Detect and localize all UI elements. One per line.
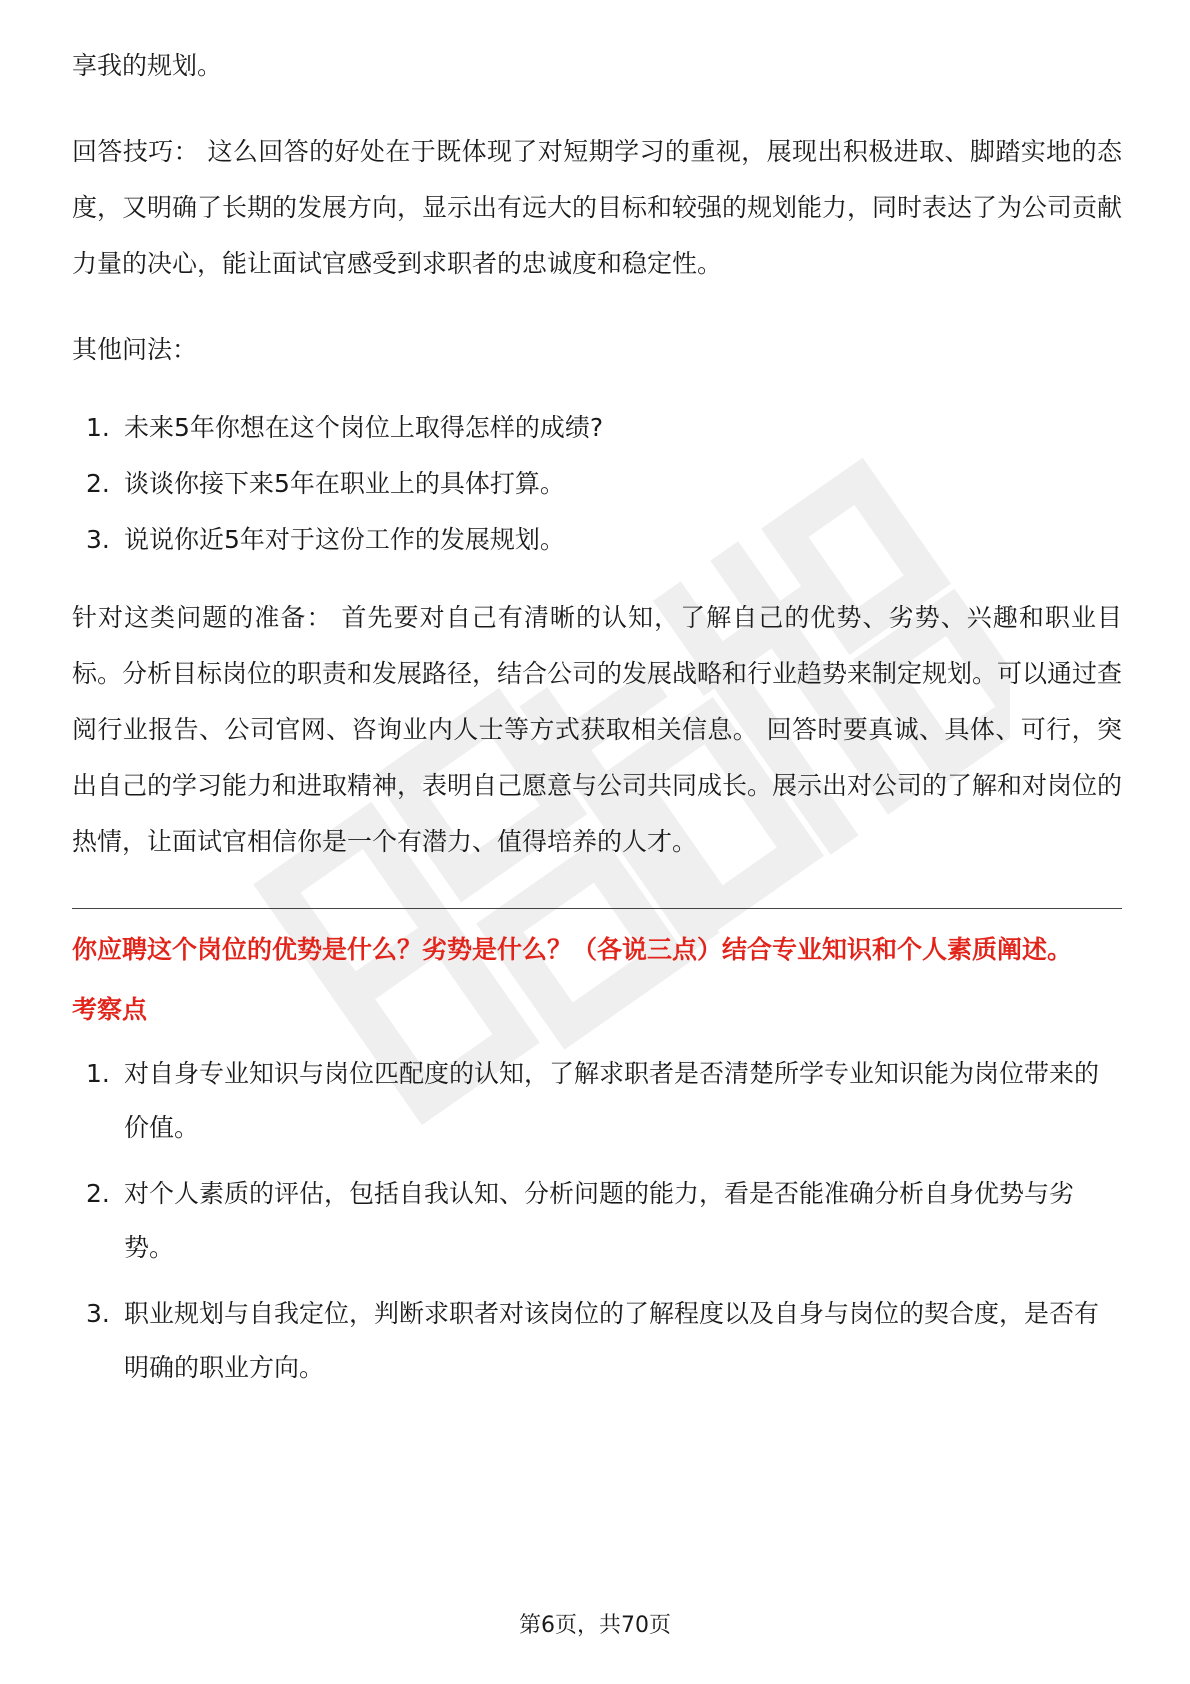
- list-item: 3. 职业规划与自我定位，判断求职者对该岗位的了解程度以及自身与岗位的契合度，是否有明确的职业方向。: [86, 1299, 1100, 1382]
- assessment-points-list: [72, 1047, 1122, 1395]
- list-item: 2. 对个人素质的评估，包括自我认知、分析问题的能力，看是否能准确分析自身优势与劣势。: [86, 1179, 1075, 1262]
- document-body: [72, 38, 1122, 1407]
- paragraph-continuation: 享我的规划。: [72, 51, 223, 80]
- list-item: 1. 未来5年你想在这个岗位上取得怎样的成绩?: [86, 413, 604, 442]
- page-number-footer: 第6页，共70页: [519, 1613, 671, 1638]
- other-questions-heading: 其他问法：: [72, 335, 198, 364]
- section-divider: [72, 908, 1122, 909]
- answer-tips-paragraph: 回答技巧： 这么回答的好处在于既体现了对短期学习的重视，展现出积极进取、脚踏实地的态度，又明确了长期的发展方向，显示出有远大的目标和较强的规划能力，同时表达了为公司贡献力量的决心，能让面试官感受到求职者的忠诚度和稳定性。: [72, 137, 1123, 278]
- assessment-points-heading: 考察点: [72, 995, 148, 1024]
- list-item: 2. 谈谈你接下来5年在职业上的具体打算。: [86, 469, 565, 498]
- question-title: 你应聘这个岗位的优势是什么？劣势是什么？（各说三点）结合专业知识和个人素质阐述。: [72, 935, 1073, 964]
- list-item: 3. 说说你近5年对于这份工作的发展规划。: [86, 525, 565, 554]
- other-questions-list: [72, 400, 1122, 568]
- list-item: 1. 对自身专业知识与岗位匹配度的认知，了解求职者是否清楚所学专业知识能为岗位带来的价值。: [86, 1059, 1100, 1142]
- preparation-paragraph: 针对这类问题的准备： 首先要对自己有清晰的认知，了解自己的优势、劣势、兴趣和职业目标。分析目标岗位的职责和发展路径，结合公司的发展战略和行业趋势来制定规划。可以通过查阅行业报告、公司官网、咨询业内人士等方式获取相关信息。 回答时要真诚、具体、可行，突出自己的学习能力和进取精神，表明自己愿意与公司共同成长。展示出对公司的了解和对岗位的热情，让面试官相信你是一个有潜力、值得培养的人才。: [72, 603, 1123, 856]
